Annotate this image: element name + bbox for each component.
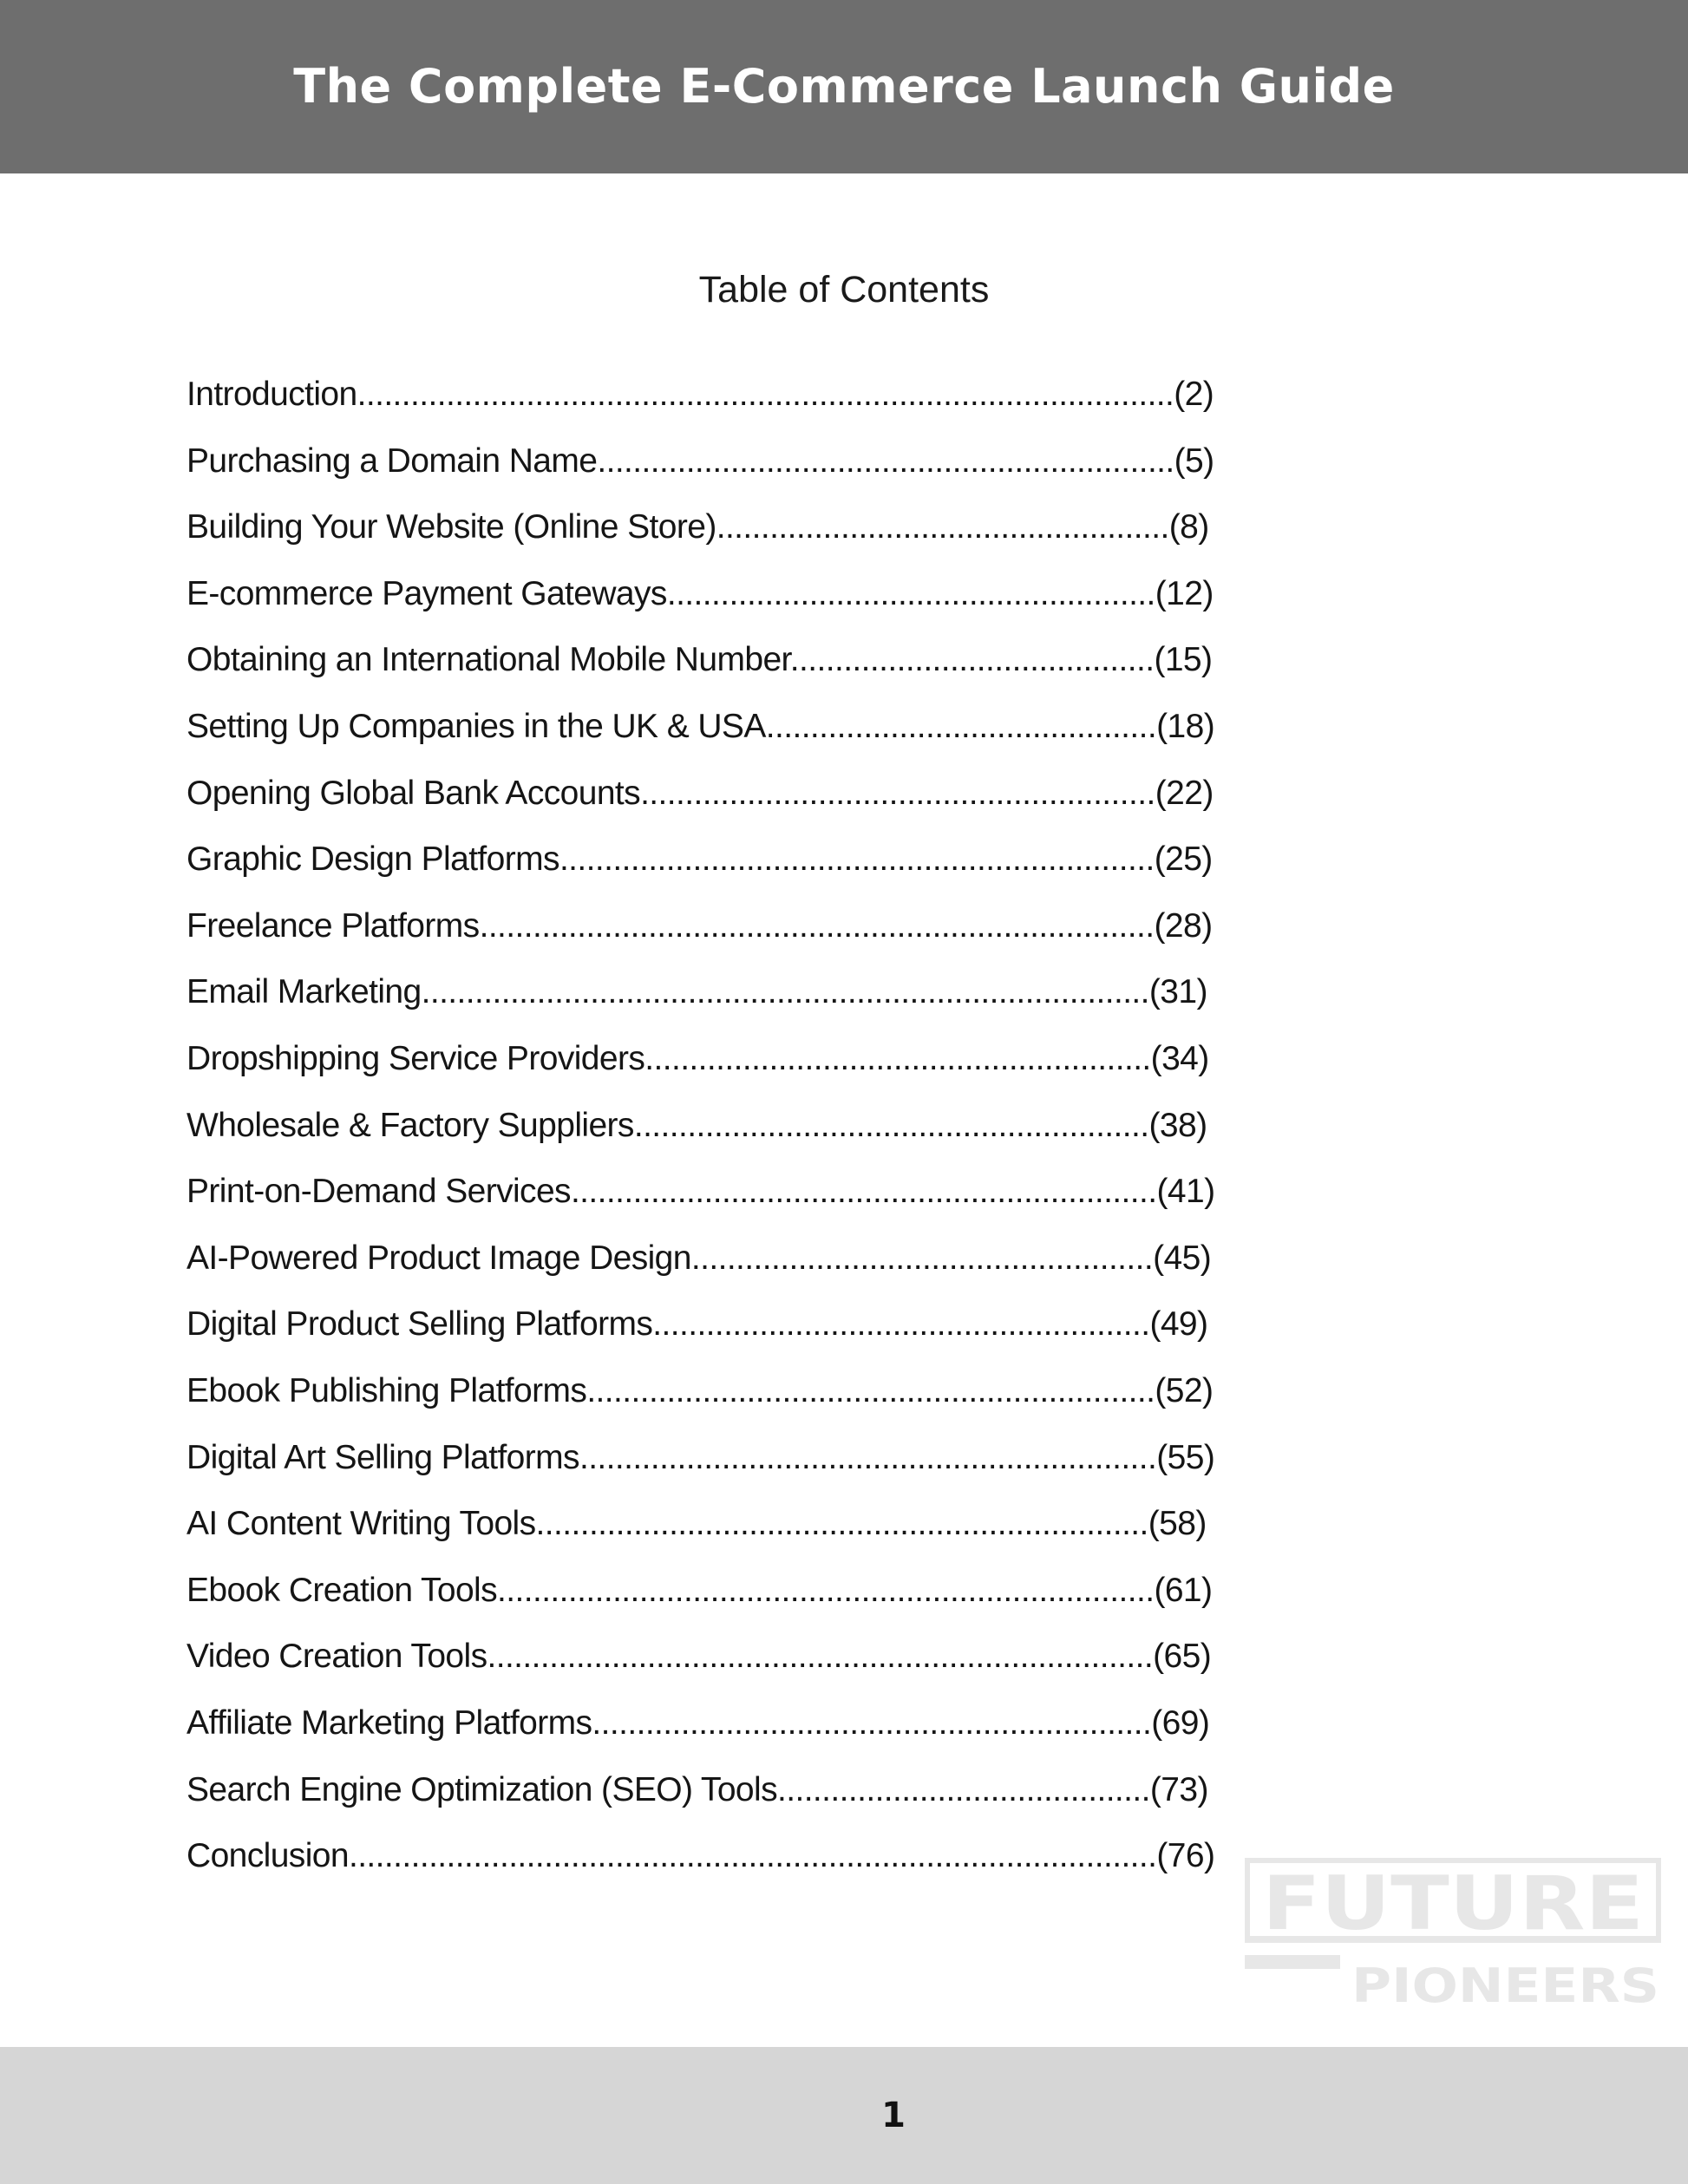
toc-entry-title: Print-on-Demand Services (186, 1173, 571, 1211)
toc-entry-page-number: 28 (1164, 906, 1202, 945)
toc-entry-title: Introduction (186, 376, 357, 413)
toc-entry-page: (76) (1156, 1837, 1215, 1875)
future-pioneers-logo (1245, 1858, 1661, 2005)
toc-entry-page-number: 69 (1161, 1704, 1199, 1742)
toc-entry-page: (38) (1148, 1106, 1207, 1144)
toc-entry[interactable] (186, 701, 1214, 753)
toc-entry-page-number: 41 (1167, 1173, 1205, 1211)
toc-entry-leader: ................................................... (716, 508, 1169, 546)
toc-entry-page-number: 22 (1166, 774, 1203, 812)
toc-entry-title: Purchasing a Domain Name (186, 441, 598, 480)
toc-entry-page: (69) (1151, 1704, 1210, 1742)
toc-entry-leader: ......................................... (789, 641, 1155, 679)
toc-entry-page-number: 55 (1167, 1438, 1204, 1476)
toc-entry-page: (41) (1156, 1173, 1215, 1211)
toc-entry-page: (55) (1156, 1438, 1215, 1476)
toc-entry-page-number: 65 (1163, 1638, 1201, 1676)
toc-entry[interactable] (186, 501, 1209, 553)
toc-entry[interactable] (186, 1033, 1209, 1085)
toc-entry-leader: ................................................................... (559, 840, 1155, 879)
toc-entry-title: Ebook Creation Tools (186, 1571, 498, 1609)
toc-entry-page-number: 58 (1159, 1505, 1196, 1543)
toc-entry-title: Digital Product Selling Platforms (186, 1305, 653, 1344)
toc-entry[interactable] (186, 435, 1214, 487)
toc-entry-leader: ............................................................... (592, 1704, 1152, 1742)
toc-heading: Table of Contents (698, 269, 990, 311)
toc-entry-title: Setting Up Companies in the UK & USA (186, 708, 766, 745)
toc-entry-page-number: 2 (1184, 376, 1203, 413)
toc-entry-title: Conclusion (186, 1837, 349, 1875)
toc-entry-leader: ......................................................... (644, 1040, 1151, 1077)
toc-entry-leader: ................................................................ (586, 1372, 1155, 1409)
toc-entry[interactable] (186, 900, 1212, 952)
toc-entry-page-number: 8 (1180, 508, 1199, 546)
toc-entry-leader: ........................................................................................... (348, 1837, 1157, 1875)
toc-entry-page: (49) (1149, 1305, 1208, 1344)
toc-entry-leader: ........................................................ (652, 1305, 1150, 1344)
toc-entry[interactable] (186, 1697, 1209, 1749)
toc-entry-title: Graphic Design Platforms (186, 840, 559, 879)
toc-entry-page: (25) (1154, 840, 1213, 879)
toc-entry-page: (22) (1155, 774, 1214, 812)
toc-entry[interactable] (186, 568, 1214, 620)
toc-entry-title: E-commerce Payment Gateways (186, 574, 667, 612)
toc-entry-page-number: 49 (1160, 1305, 1198, 1344)
toc-entry-page-number: 73 (1161, 1770, 1198, 1808)
toc-entry[interactable] (186, 834, 1213, 886)
toc-entry-leader: .......................................................... (640, 774, 1155, 812)
toc-entry-title: Wholesale & Factory Suppliers (186, 1106, 634, 1144)
watermark-line2: PIONEERS (1351, 1958, 1659, 2005)
toc-entry[interactable] (186, 1565, 1212, 1617)
toc-entry-page: (2) (1174, 376, 1214, 413)
toc-entry-page: (5) (1174, 441, 1214, 480)
toc-entry[interactable] (186, 768, 1214, 820)
toc-entry-page: (58) (1148, 1505, 1207, 1543)
toc-entry[interactable] (186, 1498, 1207, 1550)
toc-entry[interactable] (186, 1631, 1211, 1683)
toc-entry-leader: .................................................................. (570, 1173, 1157, 1211)
toc-entry[interactable] (186, 634, 1212, 686)
toc-entry-page-number: 18 (1167, 708, 1204, 745)
toc-entry-leader: ....................................................... (666, 574, 1155, 612)
toc-entry-page: (15) (1154, 641, 1213, 679)
toc-entry[interactable] (186, 1764, 1208, 1816)
toc-entry-title: Email Marketing (186, 973, 422, 1011)
toc-entry[interactable] (186, 1365, 1213, 1417)
toc-entry-page: (28) (1154, 906, 1213, 945)
toc-entry-page: (73) (1149, 1770, 1208, 1808)
toc-entry-page-number: 76 (1167, 1837, 1204, 1875)
toc-entry-page-number: 45 (1163, 1239, 1201, 1277)
toc-entry[interactable] (186, 966, 1207, 1018)
toc-entry-page: (45) (1153, 1239, 1212, 1277)
toc-entry-page: (8) (1168, 508, 1209, 546)
toc-entry-page: (31) (1148, 973, 1207, 1011)
toc-entry[interactable] (186, 1830, 1214, 1882)
watermark-line1: FUTURE (1262, 1860, 1644, 1947)
toc-entry-page: (61) (1154, 1571, 1213, 1609)
toc-entry-leader: .......................................... (776, 1770, 1150, 1808)
toc-entry-leader: ............................................................................................ (357, 376, 1174, 413)
toc-entry-leader: ................................................................. (579, 1438, 1157, 1476)
toc-entry-leader: ............................................ (765, 708, 1157, 745)
toc-entry[interactable] (186, 1233, 1211, 1285)
toc-entry-page: (34) (1150, 1040, 1209, 1077)
toc-entry-title: Digital Art Selling Platforms (186, 1438, 579, 1476)
toc-entry-title: AI Content Writing Tools (186, 1505, 536, 1543)
toc-entry-page-number: 15 (1164, 641, 1202, 679)
toc-entry-page: (12) (1155, 574, 1214, 612)
toc-entry-leader: ................................................................. (597, 441, 1174, 480)
toc-entry-page-number: 38 (1159, 1106, 1197, 1144)
toc-entry[interactable] (186, 1432, 1214, 1484)
toc-entry-page-number: 5 (1185, 441, 1204, 480)
toc-entry-page-number: 61 (1164, 1571, 1202, 1609)
toc-entry-title: Video Creation Tools (186, 1638, 487, 1676)
page-number: 1 (881, 2096, 906, 2135)
toc-entry-leader: .......................................................................... (497, 1571, 1155, 1609)
toc-entry[interactable] (186, 1100, 1207, 1152)
toc-entry-title: Freelance Platforms (186, 906, 480, 945)
toc-entry-title: Obtaining an International Mobile Number (186, 641, 790, 679)
toc-entry[interactable] (186, 1166, 1214, 1218)
toc-entry[interactable] (186, 1298, 1207, 1350)
toc-entry-title: Search Engine Optimization (SEO) Tools (186, 1770, 777, 1808)
toc-entry-leader: ............................................................................ (479, 906, 1155, 945)
toc-entry-leader: .......................................................... (633, 1106, 1149, 1144)
toc-entry-title: Building Your Website (Online Store) (186, 508, 716, 546)
toc-entry-leader: .................................................................................. (421, 973, 1149, 1011)
toc-entry-title: Affiliate Marketing Platforms (186, 1704, 592, 1742)
toc-entry-leader: ........................................................................... (487, 1638, 1154, 1676)
toc-entry-page-number: 31 (1160, 973, 1197, 1011)
toc-entry-title: Ebook Publishing Platforms (186, 1372, 587, 1409)
toc-entry-page: (52) (1155, 1372, 1214, 1409)
toc-entry-leader: ..................................................................... (535, 1505, 1148, 1543)
toc-entry-leader: .................................................... (690, 1239, 1154, 1277)
toc-entry-page-number: 25 (1165, 840, 1202, 879)
toc-entry-page: (65) (1153, 1638, 1212, 1676)
toc-entry-title: Opening Global Bank Accounts (186, 774, 641, 812)
toc-entry-page-number: 52 (1165, 1372, 1202, 1409)
toc-entry-page-number: 34 (1161, 1040, 1199, 1077)
document-title: The Complete E-Commerce Launch Guide (293, 59, 1395, 114)
toc-entry[interactable] (186, 369, 1214, 421)
toc-entry-title: AI-Powered Product Image Design (186, 1239, 691, 1277)
toc-entry-title: Dropshipping Service Providers (186, 1040, 645, 1077)
toc-entry-page: (18) (1156, 708, 1215, 745)
toc-entry-page-number: 12 (1166, 574, 1203, 612)
